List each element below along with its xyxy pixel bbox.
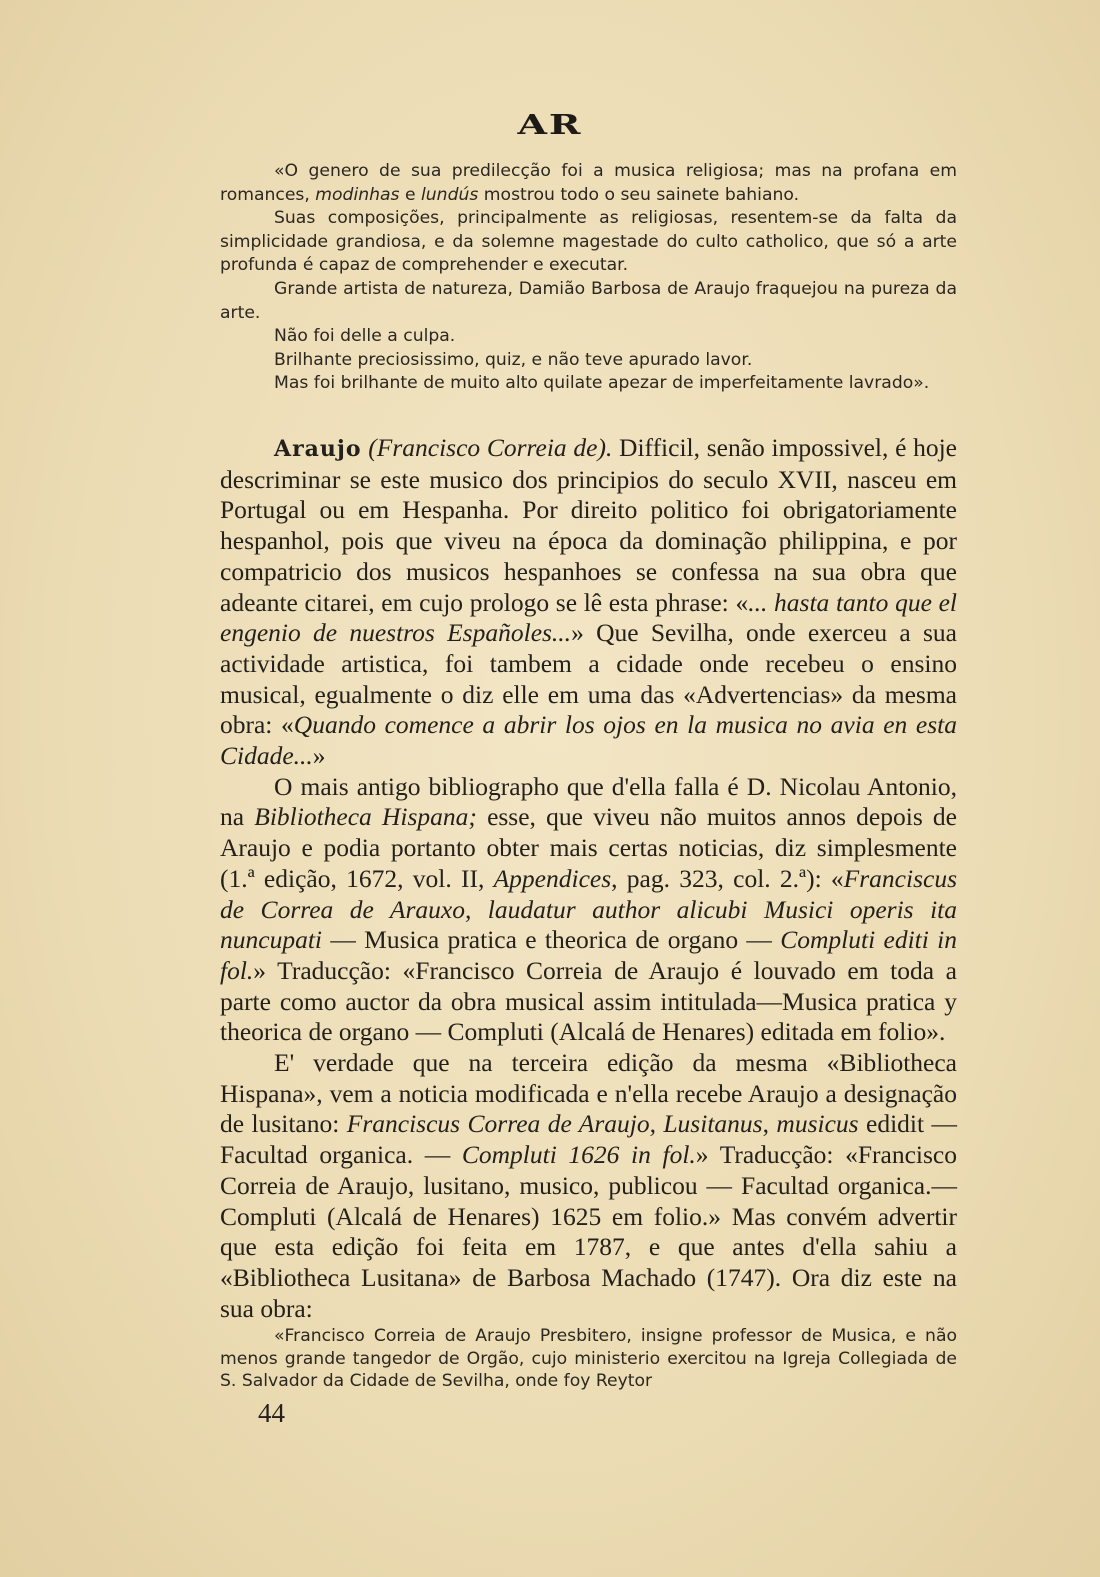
quote-text: e: [399, 184, 422, 205]
entry-text: »: [312, 741, 326, 771]
entry-italic-quote: Franciscus de Correa de Arauxo, laudatur author alicubi Musici operis ita nuncupati: [220, 863, 957, 955]
entry-text: — Musica pratica e theorica de organo —: [322, 925, 781, 955]
entry-italic-quote: Quando comence a abrir los ojos en la musica no avia en esta Cidade...: [220, 710, 957, 771]
quote-paragraph-6: Mas foi brilhante de muito alto quilate apezar de imperfeitamente lavrado».: [274, 373, 930, 394]
entry-text: Difficil, senão impossivel, é hoje descriminar se este musico dos principios do seculo XVII, nasceu em Portugal ou em Hespanha. Por direito politico foi obrigatoriamente hespanhol, pois que viveu na época da dominação philippina, e por compatricio dos musicos hespanhoes se confessa na sua obra que adeante citarei, em cujo prologo se lê esta phrase: «: [220, 433, 958, 617]
entry-text: » Que Sevilha, onde exerceu a sua actividade artistica, foi tambem a cidade onde recebeu o ensino musical, egualmente o diz elle em uma das «Advertencias» da mesma obra: «: [220, 618, 957, 740]
entry-text: » Traducção: «Francisco Correia de Araujo é louvado em toda a parte como auctor da obra musical assim intitulada—Musica pratica y theorica de organo — Compluti (Alcalá de Henares) editada em folio».: [220, 955, 957, 1047]
entry-italic-quote: Compluti editi in fol.: [220, 925, 957, 985]
quote-paragraph-4: Não foi delle a culpa.: [274, 326, 456, 347]
entry-text: O mais antigo bibliographo que d'ella falla é D. Nicolau Antonio, na: [220, 771, 957, 832]
quote-text: mostrou todo o seu sainete bahiano.: [478, 184, 800, 205]
entry-italic-quote: musicus: [776, 1109, 859, 1139]
quote-text: «O genero de sua predilecção foi a musica religiosa; mas na profana em romances,: [220, 161, 957, 205]
page-number: 44: [258, 1398, 285, 1428]
entry-paragraph-3: [220, 1048, 957, 1324]
entry-body: [220, 433, 957, 1324]
entry-italic-title: Bibliotheca Hispana;: [254, 802, 477, 832]
entry-text: , pag. 323, col. 2.ª): «: [611, 863, 844, 893]
block-quotation-text: «Francisco Correia de Araujo Presbitero, insigne professor de Musica, e não menos grande tangedor de Orgão, cujo ministerio exercitou na Igreja Collegiada de S. Salvador da Cidade de Sevilha, onde foy Reytor: [220, 1326, 957, 1391]
entry-text: edidit — Facultad organica. —: [220, 1109, 958, 1170]
quote-paragraph-3: Grande artista de natureza, Damião Barbosa de Araujo fraquejou na pureza da arte.: [220, 278, 957, 323]
entry-headword: Araujo: [274, 436, 362, 462]
entry-paragraph-2: [220, 772, 957, 1048]
entry-italic-quote: Franciscus Correa de Araujo, Lusitanus: [346, 1109, 763, 1139]
quote-italic-term: modinhas: [315, 184, 400, 205]
running-header: AR: [517, 108, 583, 141]
entry-text: » Traducção: «Francisco Correia de Araujo, lusitano, musico, publicou — Facultad organica.— Compluti (Alcalá de Henares) 1625 em folio.» Mas convém advertir que esta edição foi feita em 1787, e que antes d'ella sahiu a «Bibliotheca Lusitana» de Barbosa Machado (1747). Ora diz este na sua obra:: [220, 1140, 957, 1323]
entry-headword-detail: (Francisco Correia de).: [368, 433, 613, 462]
quote-paragraph-2: Suas composições, principalmente as religiosas, resentem-se da falta da simplicidade grandiosa, e da solemne magestade do culto catholico, que só a arte profunda é capaz de comprehender e executar.: [220, 208, 957, 276]
quote-paragraph-5: Brilhante preciosissimo, quiz, e não teve apurado lavor.: [274, 349, 753, 370]
quote-italic-term: lundús: [421, 184, 479, 205]
quote-paragraph-1: [220, 160, 957, 207]
quoted-passage: [220, 160, 957, 396]
entry-text: ,: [762, 1109, 777, 1139]
entry-italic-quote: Compluti 1626 in fol.: [461, 1140, 696, 1170]
entry-italic-quote: ... hasta tanto que el engenio de nuestros Españoles...: [220, 587, 957, 648]
block-quotation: [220, 1325, 957, 1393]
entry-italic-title: Appendices: [493, 863, 612, 893]
entry-paragraph-1: [220, 433, 957, 772]
entry-text: esse, que viveu não muitos annos depois de Araujo e podia portanto obter mais certas noticias, diz simplesmente (1.ª edição, 1672, vol. II,: [220, 802, 957, 893]
entry-text: E' verdade que na terceira edição da mesma «Bibliotheca Hispana», vem a noticia modificada e n'ella recebe Araujo a designação de lusitano:: [220, 1048, 957, 1139]
